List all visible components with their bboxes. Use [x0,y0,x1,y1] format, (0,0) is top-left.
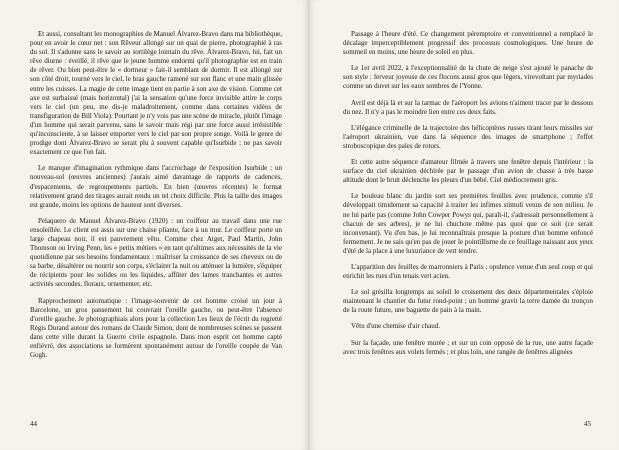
paragraph: Avril est déjà là et sur la tarmac de l'aéroport les avions n'aiment tracer par le dessous du nez. Il n'y a pas le moindre lien entre ces deux faits. [343,98,593,116]
paragraph: L'apparition des feuilles de marronniers à Paris : opulence venue d'un seul coup et qui enrichit les rues d'un tenais vert acien. [343,262,593,281]
paragraph: L'élégance criminelle de la trajectoire des hélicoptères russes tirant leurs missiles sur l'aéroport ukrainien, vue dans la séquence des images de smartphone ; l'effet stroboscopique des pales de rotors. [343,123,593,150]
paragraph: Vêtu d'une chemise d'air chaud. [351,322,441,331]
right-page-text [343,30,593,364]
paragraph: Et aussi, consultant les monographies de Manuel Álvarez-Bravo dans ma bibliothèque, pour en avoir le cœur net : son Rêveur allongé sur un quai de pierre, photographié à ras du sol. Il s'adonne sans le savoir au sortilège lointain du rêve. Álvarez-Bravo, lui, fait un rêve diurne : éveillé, il rêve que le jeune homme endormi qu'il photographie est en train de rêver. Ou bien peut-être le « dormeur » fait-il semblant de dormir. Il est allongé sur son côté droit, tourné vers le ciel, le bras gauche ramené sur son flanc et une main glissée entre les cuisses. La magie de cette image tient en partie à son axe de vision. Comme cet axe est surbaissé (mais horizontal) j'ai la sensation qu'une force invisible attire le corps vers le ciel (un peu, me dis-je maladroitement, comme dans certaines vidéos de transfiguration de Bill Viola). Pourtant je n'y vois pas une scène de miracle, plutôt l'image d'un homme qui serait parvenu, sans le savoir mais régi par une force aussi irrésistible qu'inconsciente, à se laisser emporter vers le ciel par son propre songe. Voilà le genre de prodige dont Álvarez-Bravo se serait plu à souvent capable qu'Isurbide : ne pas savoir exactement ce que l'on fait. [30,30,282,157]
paragraph: Pelaquero de Manuel Álvarez-Bravo (1920) : un coiffeur au travail dans une rue ensoleillée. Le client est assis sur une chaise pliante, face à un mur. Le coiffeur porte un large chapeau noir, il est pauvrement vêtu. Comme chez Atget, Paul Martin, John Thomson ou Irving Penn, les « petits métiers » en tant qu'ultimes aux nécessités de la vie quotidienne par ses besoins fondamentaux : maîtriser la croissance de ses cheveux ou de sa barbe, désaltérer ou nourrir son corps, s'éclairer la nuit ou atténuer la lumière, s'équiper de récipients pour les solides ou les liquides, affûter des lames tranchantes et autres activités secondes, floraux, ornementer, etc. [30,216,282,289]
paragraph: Le manque d'imagination rythmique dans l'accrochage de l'exposition Isurbide : un nouveau-sol (œuvres anciennes) j'aurais aimé davantage de rapports de cadences, d'espacements, de regroupements partiels. En bien (œuvres récentes) le format relativement grand des tirages aurait rendu un tel choix difficile. Plus la taille des images est grande, moins les options de hauteur sont diverses. [30,164,282,209]
paragraph: Sur la façade, une fenêtre murée ; et sur un coin opposé de la rue, une autre façade avec trois fenêtres aux volets fermés ; et plus loin, une rangée de fenêtres alignées [343,338,593,356]
page-number: 44 [30,420,37,428]
paragraph: Passage à l'heure d'été. Ce changement péremptoire et conventionnel a remplacé le décalage imperceptiblement progressif des processus cosmologiques. Une heure de sommeil en moins, une heure de soleil en plus. [343,30,593,57]
left-page-text [30,30,282,367]
paragraph: Et cette autre séquence d'amateur filmée à travers une fenêtre depuis l'intérieur : la surface du ciel ukrainien déchirée par le passage d'un avion de chasse à très basse altitude dont le bruit déclenche les pleurs d'un bébé. Ciel médiocrement gris. [343,158,593,185]
paragraph: Le sol grésilla longtemps au soleil le croisement des deux départementales s'éploie maintenant le chantier du futur rond-point ; un homme gravit la terre damée du tronçon de la route future, une baguette de pain à la main. [343,288,593,315]
paragraph: Le bouleau blanc du jardin sort ses premières feuilles avec prudence, comme s'il développait timidement sa capacité à traiter les infimes stimuli venus de son milieu. Je ne lui parle pas (comme John Cowper Powys qui, paraît-il, s'adressait personnellement à chacun de ses arbres), je ne lui chuchote même pas quoi que ce soit (ce serait inconvenant). Vu d'en bas, je lui reconnaîtrais presque la posture d'un homme enfoncé fermement. Je ne sais qu'en pas de jouer le pointillisme de ce feuillage naissant aux yeux d'été de la place à une luxuriance de vert tendre. [343,192,593,255]
paragraph: Rapprochement automatique : l'image-souvenir de cet homme croisé un jour à Barcelone, un gros pansement lui couvrant l'oreille gauche, ou peut-être l'absence d'oreille gauche. Je photographiais alors pour la collection Les lieux de l'écrit du regretté Régis Durand autour des romans de Claude Simon, dont de nombreuses scènes se passent dans cette ville durant la Guerre civile espagnole. Dans mon esprit cet homme capté enfiévré, des associations se formèrent spontanément autour de l'oreille coupée de Van Gogh. [30,296,282,360]
left-page [0,0,309,450]
page-number: 45 [584,420,591,428]
right-page [309,0,618,450]
paragraph: Le 1er avril 2022, à l'exceptionnalité de la chute de neige s'est ajouté le panache de son style : ferveur joyeuse de ces flocons aussi gros que légers, virevoltant par myriades comme un duvet sur les eaux sombres de l'Yonne. [343,64,593,91]
